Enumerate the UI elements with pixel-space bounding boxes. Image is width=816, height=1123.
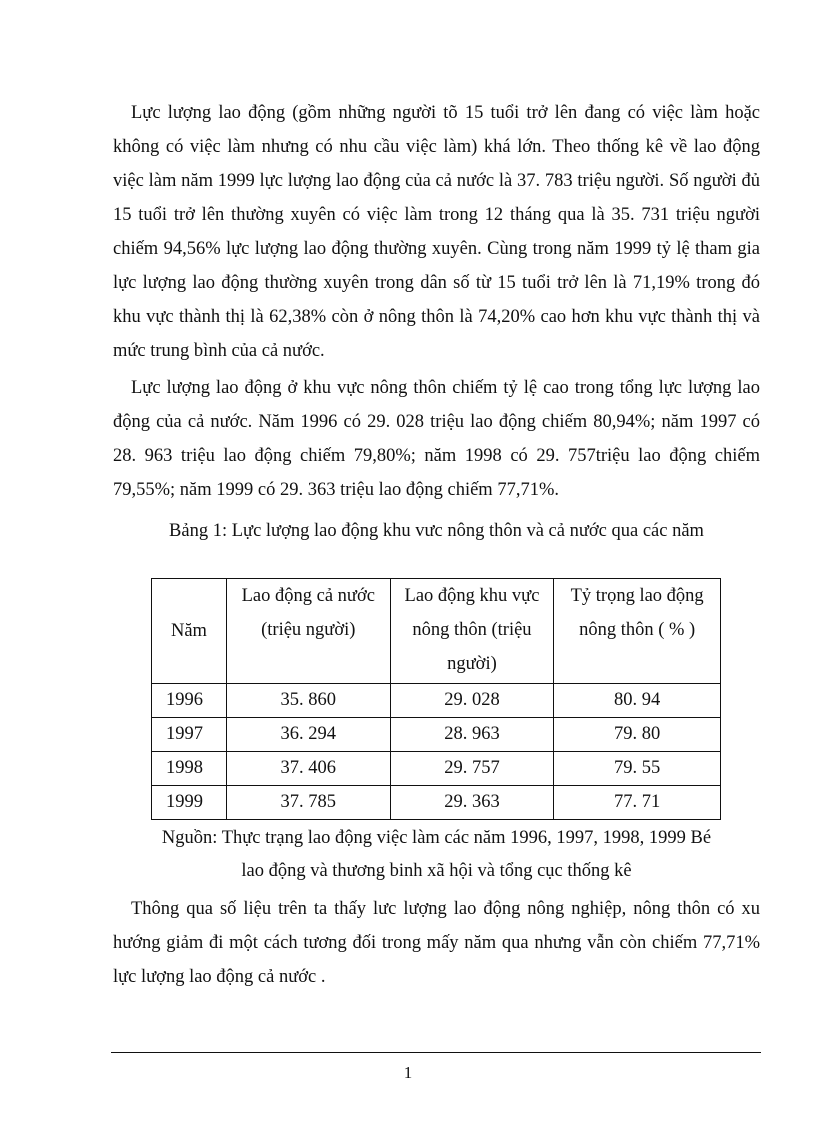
cell-national-labor: 37. 406 [226, 752, 390, 786]
cell-year: 1996 [152, 684, 227, 718]
cell-rural-share: 77. 71 [554, 786, 721, 820]
cell-rural-labor: 29. 028 [390, 684, 554, 718]
table-caption: Bảng 1: Lực lượng lao động khu vưc nông thôn và cả nước qua các năm [169, 521, 704, 541]
cell-year: 1998 [152, 752, 227, 786]
paragraph-rural-labor: Lực lượng lao động ở khu vực nông thôn chiếm tỷ lệ cao trong tổng lực lượng lao động của cả nước. Năm 1996 có 29. 028 triệu lao động chiếm 80,94%; năm 1997 có 28. 963 triệu lao động chiếm 79,80%; năm 1998 có 29. 757triệu lao động chiếm 79,55%; năm 1999 có 29. 363 triệu lao động chiếm 77,71%. [113, 378, 760, 500]
paragraph-labor-force: Lực lượng lao động (gồm những người tõ 15 tuổi trở lên đang có việc làm hoặc không có việc làm nhưng có nhu cầu việc làm) khá lớn. Theo thống kê về lao động việc làm năm 1999 lực lượng lao động của cả nước là 37. 783 triệu người. Số người đủ 15 tuổi trở lên thường xuyên có việc làm trong 12 tháng qua là 35. 731 triệu người chiếm 94,56% lực lượng lao động thường xuyên. Cùng trong năm 1999 tỷ lệ tham gia lực lượng lao động thường xuyên trong dân số từ 15 tuổi trở lên là 71,19% trong đó khu vực thành thị là 62,38% còn ở nông thôn là 74,20% cao hơn khu vực thành thị và mức trung bình của cả nước. [113, 103, 760, 361]
cell-rural-labor: 29. 757 [390, 752, 554, 786]
cell-rural-labor: 29. 363 [390, 786, 554, 820]
source-line-2: lao động và thương binh xã hội và tổng cục thống kê [241, 861, 632, 881]
header-rural-labor: Lao động khu vực nông thôn (triệu người) [390, 579, 554, 684]
header-rural-share: Tỷ trọng lao động nông thôn ( % ) [554, 579, 721, 684]
table-row [152, 684, 721, 718]
table-row [152, 752, 721, 786]
table-header-row [152, 579, 721, 684]
table-row [152, 786, 721, 820]
source-line-1: Nguồn: Thực trạng lao động việc làm các năm 1996, 1997, 1998, 1999 Bé [161, 828, 712, 848]
footer-divider [111, 1052, 761, 1053]
cell-rural-share: 79. 80 [554, 718, 721, 752]
table-row [152, 718, 721, 752]
cell-rural-share: 80. 94 [554, 684, 721, 718]
cell-national-labor: 36. 294 [226, 718, 390, 752]
cell-national-labor: 37. 785 [226, 786, 390, 820]
cell-rural-share: 79. 55 [554, 752, 721, 786]
page-number: 1 [403, 1063, 413, 1082]
header-national-labor: Lao động cả nước (triệu người) [226, 579, 390, 684]
cell-national-labor: 35. 860 [226, 684, 390, 718]
paragraph-conclusion: Thông qua số liệu trên ta thấy lưc lượng lao động nông nghiệp, nông thôn có xu hướng giảm đi một cách tương đối trong mấy năm qua nhưng vẫn còn chiếm 77,71% lực lượng lao động cả nước . [113, 899, 760, 987]
labor-force-table [151, 578, 721, 820]
cell-year: 1997 [152, 718, 227, 752]
table-source [113, 822, 760, 888]
cell-rural-labor: 28. 963 [390, 718, 554, 752]
header-year: Năm [152, 579, 227, 684]
cell-year: 1999 [152, 786, 227, 820]
